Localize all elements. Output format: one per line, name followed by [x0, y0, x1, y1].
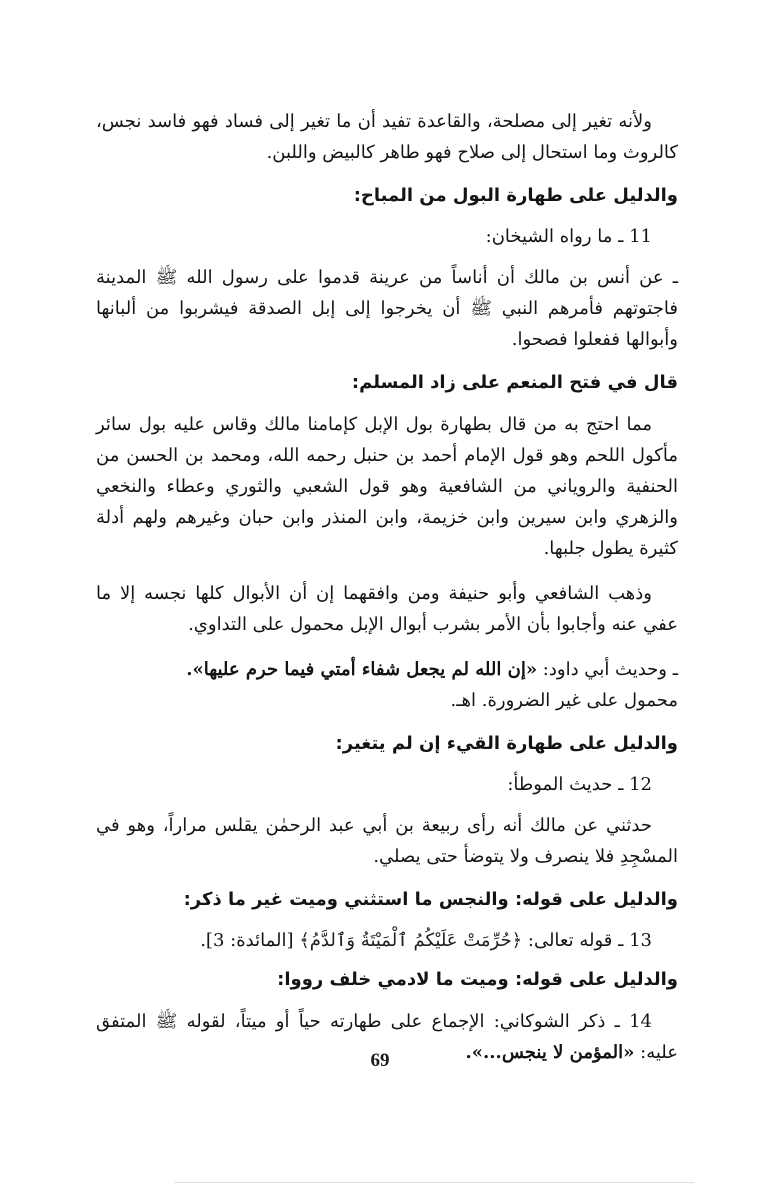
- verse-reference: [المائدة: 3].: [200, 930, 300, 951]
- paragraph-intro: ولأنه تغير إلى مصلحة، والقاعدة تفيد أن ما تغير إلى فساد فهو فاسد نجس، كالروث وما استحال إلى صلاح فهو طاهر كالبيض واللبن.: [96, 111, 678, 163]
- item-13-intro: 13 ـ قوله تعالى:: [522, 930, 652, 951]
- quran-verse: ﴿حُرِّمَتْ عَلَيْكُمُ ٱلْمَيْتَةُ وَٱلدَّمُ﴾: [299, 930, 523, 951]
- item-14-text: 14 ـ ذكر الشوكاني: الإجماع على طهارته حياً أو ميتاً، لقوله ﷺ المتفق عليه:: [96, 1011, 678, 1063]
- scan-edge-line: [174, 1182, 694, 1183]
- paragraph-scholars-opinion: مما احتج به من قال بطهارة بول الإبل كإمامنا مالك وقاس عليه بول سائر مأكول اللحم وهو قول الإمام أحمد بن حنبل رحمه الله، ومحمد بن الحسن من الحنفية والروياني من الشافعية وهو قول الشعبي والثوري وعطاء والنخعي والزهري وابن سيرين وابن خزيمة، وابن المنذر وابن حبان وغيرهم ولهم أدلة كثيرة يطول جلبها.: [96, 414, 678, 559]
- paragraph-muwatta: حدثني عن مالك أنه رأى ربيعة بن أبي عبد الرحمٰن يقلس مراراً، وهو في المسْجِدِ فلا ينصرف ولا يتوضأ حتى يصلي.: [96, 815, 678, 867]
- heading-urine-purity: والدليل على طهارة البول من المباح:: [353, 185, 678, 206]
- item-13: [96, 926, 678, 956]
- page-body: [96, 106, 678, 1082]
- page-number: 69: [370, 1050, 390, 1071]
- hadith-12-label: 12 ـ حديث الموطأ:: [507, 774, 652, 795]
- abu-dawud-quote: «إن الله لم يجعل شفاء أمتي فيما حرم عليها».: [186, 659, 538, 680]
- heading-vomit-purity: والدليل على طهارة القيء إن لم يتغير:: [335, 733, 678, 754]
- hadith-11-label: 11 ـ ما رواه الشيخان:: [485, 226, 652, 247]
- heading-najis-exceptions: والدليل على قوله: والنجس ما استثني وميت غير ما ذكر:: [183, 889, 678, 910]
- paragraph-abu-dawud: [96, 654, 678, 716]
- item-14-quote: «المؤمن لا ينجس...».: [465, 1042, 635, 1063]
- paragraph-anas-hadith: ـ عن أنس بن مالك أن أناساً من عرينة قدموا على رسول الله ﷺ المدينة فاجتوتهم فأمرهم النبي ﷺ أن يخرجوا إلى إبل الصدقة فيشربوا من ألبانها وأبوالها ففعلوا فصحوا.: [96, 267, 678, 350]
- abu-dawud-intro: ـ وحديث أبي داود:: [537, 659, 678, 680]
- heading-dead-human: والدليل على قوله: وميت ما لادمي خلف رووا:: [277, 969, 678, 990]
- abu-dawud-conclusion: محمول على غير الضرورة. اهـ.: [450, 690, 678, 711]
- heading-fath-al-munim: قال في فتح المنعم على زاد المسلم:: [351, 372, 678, 393]
- paragraph-shafii-opinion: وذهب الشافعي وأبو حنيفة ومن وافقهما إن أن الأبوال كلها نجسه إلا ما عفي عنه وأجابوا بأن الأمر بشرب أبوال الإبل محمول على التداوي.: [96, 583, 678, 635]
